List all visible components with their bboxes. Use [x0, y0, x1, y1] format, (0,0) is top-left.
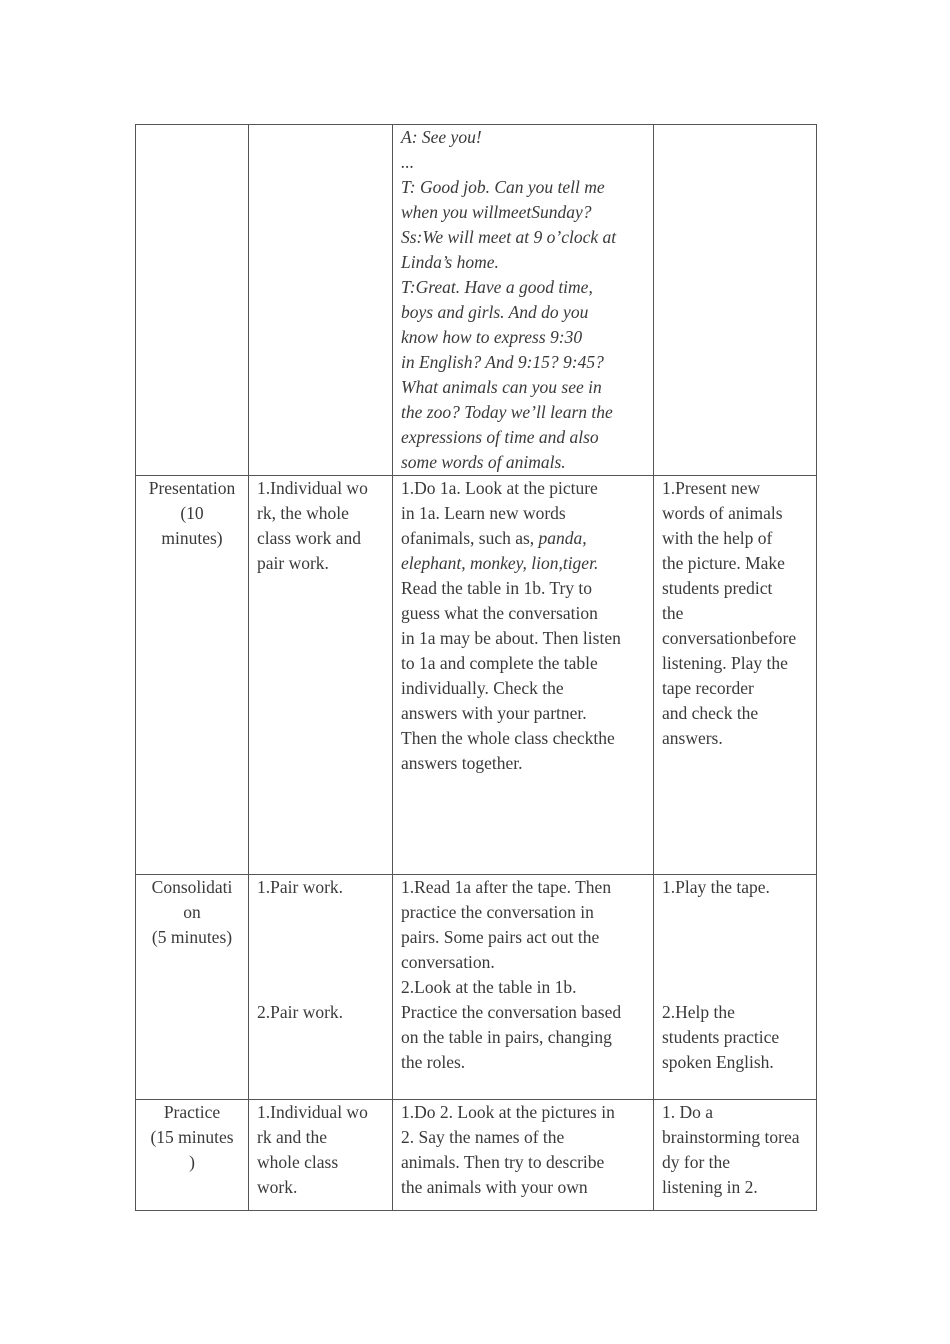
purpose-line: and check the: [662, 703, 759, 723]
mode-line: class work and: [257, 528, 362, 548]
activity-line: T: Good job. Can you tell me: [401, 177, 605, 197]
stage-line: ): [189, 1152, 195, 1172]
mode-line: pair work.: [257, 553, 329, 573]
table-row: [136, 1100, 817, 1211]
activity-line: 2. Say the names of the: [401, 1127, 565, 1147]
activity-line: 1.Do 2. Look at the pictures in: [401, 1102, 615, 1122]
activity-line: [401, 526, 645, 551]
activity-line: animals. Then try to describe: [401, 1152, 605, 1172]
mode-line: rk, the whole: [257, 503, 349, 523]
stage-cell: [136, 476, 249, 875]
purpose-line: with the help of: [662, 528, 773, 548]
activity-line: in English? And 9:15? 9:45?: [401, 352, 604, 372]
purpose-line: 1. Do a: [662, 1102, 714, 1122]
activity-line: guess what the conversation: [401, 603, 598, 623]
activity-line: Practice the conversation based: [401, 1002, 622, 1022]
activity-line: What animals can you see in: [401, 377, 602, 397]
purpose-line: listening in 2.: [662, 1177, 758, 1197]
activity-line: 2.Look at the table in 1b.: [401, 977, 577, 997]
activity-line: answers together.: [401, 753, 523, 773]
mode-cell: [249, 476, 393, 875]
mode-line: 1.Individual wo: [257, 478, 368, 498]
activity-line: on the table in pairs, changing: [401, 1027, 612, 1047]
activity-line: the zoo? Today we’ll learn the: [401, 402, 613, 422]
mode-cell: [249, 125, 393, 476]
activity-line: answers with your partner.: [401, 703, 587, 723]
purpose-line: 1.Present new: [662, 478, 761, 498]
activity-line: conversation.: [401, 952, 495, 972]
mode-line: 1.Pair work.: [257, 877, 344, 897]
stage-line: minutes): [161, 528, 223, 548]
purpose-cell: [654, 1100, 817, 1211]
activity-line: in 1a. Learn new words: [401, 503, 566, 523]
table-row: [136, 125, 817, 476]
activity-line: boys and girls. And do you: [401, 302, 589, 322]
stage-line: Consolidati: [151, 877, 233, 897]
stage-cell: [136, 125, 249, 476]
activities-cell: [393, 1100, 654, 1211]
purpose-line: 1.Play the tape.: [662, 877, 770, 897]
purpose-line: students practice: [662, 1027, 780, 1047]
activity-line: expressions of time and also: [401, 427, 599, 447]
purpose-line: spoken English.: [662, 1052, 774, 1072]
activity-line: know how to express 9:30: [401, 327, 583, 347]
purpose-cell: [654, 476, 817, 875]
activity-line: when you willmeetSunday?: [401, 202, 592, 222]
stage-cell: [136, 1100, 249, 1211]
purpose-line: conversationbefore: [662, 628, 797, 648]
activity-line: some words of animals.: [401, 452, 566, 472]
activity-line: T:Great. Have a good time,: [401, 277, 593, 297]
mode-line: whole class: [257, 1152, 339, 1172]
purpose-cell: [654, 125, 817, 476]
activity-line: Then the whole class checkthe: [401, 728, 615, 748]
purpose-line: the picture. Make: [662, 553, 785, 573]
activity-line: the roles.: [401, 1052, 466, 1072]
stage-line: on: [183, 902, 201, 922]
purpose-line: listening. Play the: [662, 653, 788, 673]
activity-line: individually. Check the: [401, 678, 564, 698]
mode-cell: [249, 875, 393, 1100]
purpose-line: brainstorming torea: [662, 1127, 800, 1147]
lesson-plan-table: [135, 124, 817, 1211]
mode-line: rk and the: [257, 1127, 327, 1147]
activities-cell: [393, 125, 654, 476]
table-row: [136, 476, 817, 875]
purpose-line: 2.Help the: [662, 1002, 735, 1022]
activity-line: 1.Read 1a after the tape. Then: [401, 877, 612, 897]
purpose-cell: [654, 875, 817, 1100]
activity-line: Read the table in 1b. Try to: [401, 578, 593, 598]
activity-line: elephant, monkey, lion,tiger.: [401, 553, 599, 573]
purpose-line: tape recorder: [662, 678, 754, 698]
mode-cell: [249, 1100, 393, 1211]
activity-line: to 1a and complete the table: [401, 653, 598, 673]
table-row: [136, 875, 817, 1100]
stage-cell: [136, 875, 249, 1100]
stage-line: Presentation: [148, 478, 236, 498]
stage-line: Practice: [163, 1102, 221, 1122]
animal-word: panda,: [538, 528, 587, 548]
activity-line: Linda’s home.: [401, 252, 499, 272]
mode-line: 1.Individual wo: [257, 1102, 368, 1122]
activities-cell: [393, 476, 654, 875]
stage-line: (5 minutes): [151, 927, 233, 947]
mode-line: work.: [257, 1177, 298, 1197]
activity-line: in 1a may be about. Then listen: [401, 628, 621, 648]
activity-line: ...: [401, 152, 415, 172]
activity-line: A: See you!: [401, 127, 482, 147]
purpose-line: students predict: [662, 578, 773, 598]
activity-line: the animals with your own: [401, 1177, 588, 1197]
activity-line: Ss:We will meet at 9 o’clock at: [401, 227, 617, 247]
purpose-line: dy for the: [662, 1152, 731, 1172]
mode-line: 2.Pair work.: [257, 1002, 344, 1022]
activity-line: pairs. Some pairs act out the: [401, 927, 600, 947]
purpose-line: answers.: [662, 728, 723, 748]
purpose-line: the: [662, 603, 684, 623]
activity-line: 1.Do 1a. Look at the picture: [401, 478, 598, 498]
purpose-line: words of animals: [662, 503, 783, 523]
stage-line: (10: [180, 503, 204, 523]
activities-cell: [393, 875, 654, 1100]
stage-line: (15 minutes: [150, 1127, 234, 1147]
activity-line: practice the conversation in: [401, 902, 594, 922]
activity-text: ofanimals, such as,: [401, 528, 539, 548]
